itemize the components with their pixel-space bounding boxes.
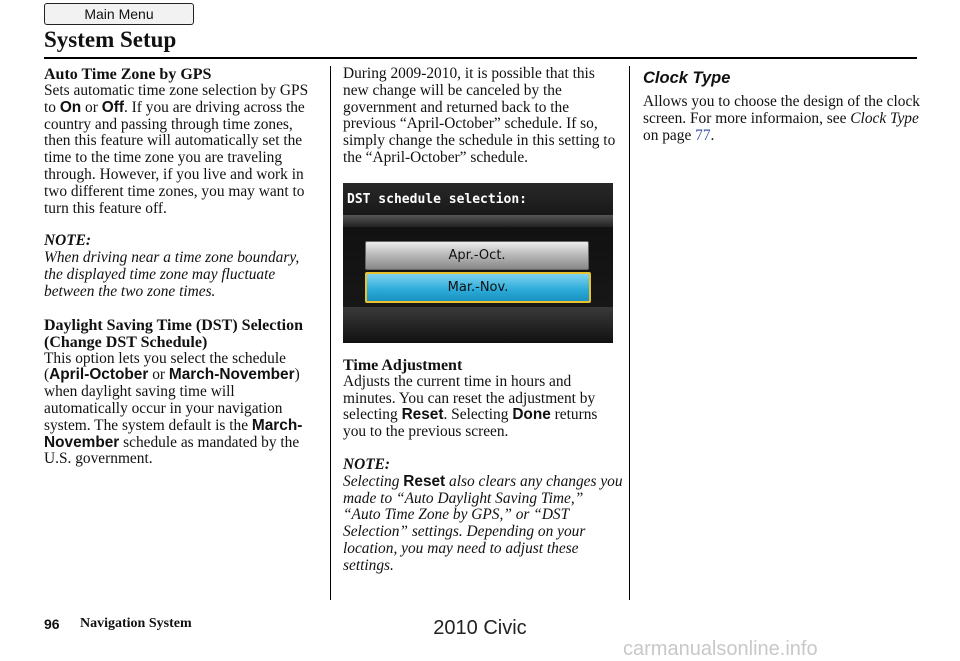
column-divider bbox=[330, 66, 331, 600]
auto-time-zone-text bbox=[44, 83, 319, 217]
text-run: Sets automatic time zone selection by GPS to bbox=[44, 82, 309, 116]
clock-type-text bbox=[643, 94, 923, 144]
dst-option-mar-nov[interactable]: Mar.-Nov. bbox=[365, 272, 591, 303]
time-adjustment-heading: Time Adjustment bbox=[343, 356, 463, 374]
dst-screen-header: DST schedule selection: bbox=[347, 191, 528, 207]
march-november-label: March-November bbox=[44, 416, 303, 451]
page-77-link[interactable]: 77 bbox=[695, 126, 711, 144]
text-run: or bbox=[81, 98, 102, 116]
clock-type-heading: Clock Type bbox=[643, 69, 731, 87]
text-run: returns you to the previous screen. bbox=[343, 406, 598, 441]
text-run: . bbox=[710, 126, 715, 144]
march-november-label: March-November bbox=[168, 366, 295, 384]
column-2 bbox=[343, 66, 623, 575]
dst-heading: Daylight Saving Time (DST) Selection (Change DST Schedule) bbox=[44, 316, 303, 351]
time-adjustment-text bbox=[343, 374, 623, 441]
done-label: Done bbox=[512, 406, 551, 424]
dst-option-apr-oct[interactable]: Apr.-Oct. bbox=[365, 241, 589, 270]
text-run: or bbox=[148, 366, 169, 384]
text-run: also clears any changes you made to “Auto Daylight Saving Time,” “Auto Time Zone by GPS,” or “DST Selection” settings. Depending on your location, you may need to adjust these settings. bbox=[343, 472, 623, 574]
watermark-model: 2010 Civic bbox=[433, 617, 527, 639]
note-label: NOTE: bbox=[343, 455, 391, 473]
auto-time-zone-heading: Auto Time Zone by GPS bbox=[44, 66, 212, 83]
dst-selection-screen bbox=[343, 183, 613, 343]
title-divider bbox=[44, 57, 917, 59]
text-run: . Selecting bbox=[443, 406, 513, 424]
note-text: When driving near a time zone boundary, the displayed time zone may fluctuate between the two zone times. bbox=[44, 249, 300, 300]
main-menu-button[interactable]: Main Menu bbox=[44, 3, 194, 25]
text-run: Selecting bbox=[343, 472, 404, 490]
column-1 bbox=[44, 66, 319, 468]
note-label: NOTE: bbox=[44, 232, 92, 250]
text-run: on page bbox=[643, 126, 696, 144]
text-run: Allows you to choose the design of the clock screen. For more informaion, see bbox=[643, 93, 920, 127]
april-october-label: April-October bbox=[49, 366, 149, 384]
text-run: Adjusts the current time in hours and minutes. You can reset the adjustment by selecting bbox=[343, 372, 596, 424]
dst-text bbox=[44, 351, 319, 469]
watermark-site: carmanualsonline.info bbox=[623, 638, 818, 660]
note-text bbox=[343, 474, 623, 575]
text-run: This option lets you select the schedule ( bbox=[44, 349, 286, 384]
page-number: 96 bbox=[44, 616, 60, 632]
dst-screen-footer-band bbox=[343, 307, 613, 343]
page-title: System Setup bbox=[44, 27, 177, 52]
dst-screen-band bbox=[343, 215, 613, 227]
reset-label: Reset bbox=[403, 472, 446, 490]
off-option-label: Off bbox=[101, 98, 124, 116]
column-divider bbox=[629, 66, 630, 600]
text-run: ) when daylight saving time will automatically occur in your navigation system. The system default is the bbox=[44, 366, 300, 434]
text-run: . If you are driving across the country and passing through time zones, then this feature will automatically set the time to the time zone you are traveling through. However, if you live and work in two different time zones, you may want to turn this feature off. bbox=[44, 98, 305, 217]
clock-type-reference: Clock Type bbox=[850, 109, 919, 127]
dst-intro-text: During 2009-2010, it is possible that this new change will be canceled by the government and returned back to the previous “April-October” schedule. If so, simply change the schedule in this setting to the “April-October” schedule. bbox=[343, 65, 616, 166]
column-3 bbox=[643, 66, 923, 144]
text-run: schedule as mandated by the U.S. government. bbox=[44, 433, 300, 468]
footer-label: Navigation System bbox=[80, 616, 192, 631]
reset-label: Reset bbox=[401, 406, 444, 424]
on-option-label: On bbox=[59, 98, 82, 116]
